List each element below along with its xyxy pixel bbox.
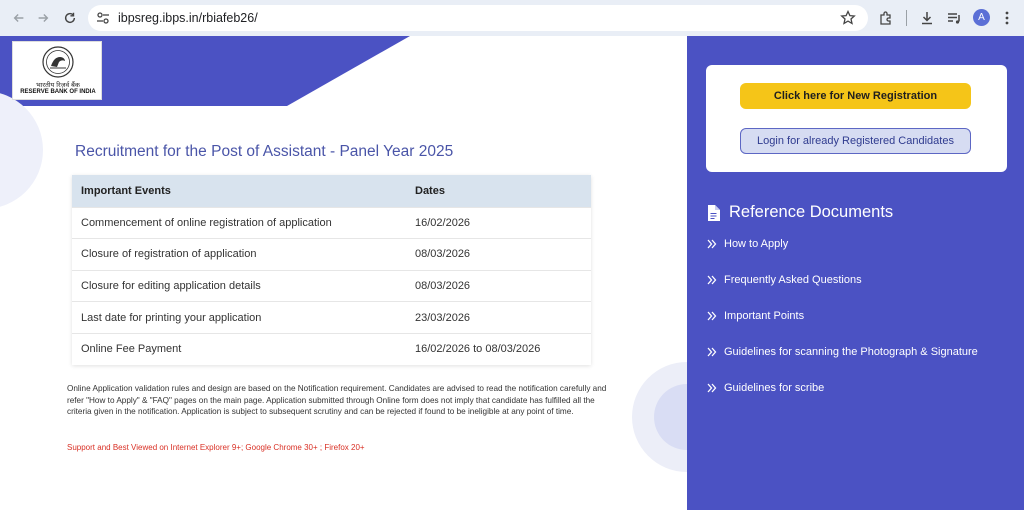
double-chevron-icon: [707, 275, 717, 285]
link-important-points[interactable]: [707, 306, 1007, 326]
more-options-icon[interactable]: [1005, 10, 1009, 26]
reference-documents-heading: [707, 203, 893, 222]
column-header-dates: Dates: [406, 175, 591, 207]
link-scribe-guidelines[interactable]: [707, 378, 1007, 398]
document-icon: [707, 205, 720, 221]
date-cell: 08/03/2026: [406, 239, 591, 271]
decorative-circle-left: [0, 91, 43, 209]
table-row: [72, 239, 591, 271]
toolbar-divider: [906, 10, 907, 26]
link-label[interactable]: Frequently Asked Questions: [724, 274, 862, 286]
new-registration-button[interactable]: Click here for New Registration: [740, 83, 971, 109]
date-cell: 16/02/2026: [406, 207, 591, 239]
extensions-icon[interactable]: [878, 10, 894, 26]
browser-support-note: Support and Best Viewed on Internet Explorer 9+; Google Chrome 30+ ; Firefox 20+: [67, 443, 365, 452]
link-label[interactable]: Guidelines for scanning the Photograph & Signature: [724, 346, 978, 358]
table-row: [72, 207, 591, 239]
date-cell: 23/03/2026: [406, 302, 591, 334]
download-icon[interactable]: [919, 10, 935, 26]
event-cell: Online Fee Payment: [72, 333, 406, 365]
page-content: [0, 36, 1024, 510]
link-label[interactable]: Guidelines for scribe: [724, 382, 825, 394]
double-chevron-icon: [707, 311, 717, 321]
link-how-to-apply[interactable]: [707, 234, 1007, 254]
media-playlist-icon[interactable]: [946, 10, 962, 26]
url-text[interactable]: ibpsreg.ibps.in/rbiafeb26/: [118, 11, 258, 25]
event-cell: Closure for editing application details: [72, 270, 406, 302]
double-chevron-icon: [707, 239, 717, 249]
profile-avatar[interactable]: A: [973, 9, 990, 26]
rbi-seal-icon: [42, 46, 74, 78]
event-cell: Last date for printing your application: [72, 302, 406, 334]
link-faq[interactable]: [707, 270, 1007, 290]
address-bar[interactable]: [88, 5, 868, 31]
logo-english-text: RESERVE BANK OF INDIA: [20, 89, 96, 95]
page-title: Recruitment for the Post of Assistant - Panel Year 2025: [75, 143, 454, 160]
important-events-table: [72, 175, 591, 365]
login-button[interactable]: Login for already Registered Candidates: [740, 128, 971, 154]
table-row: [72, 302, 591, 334]
table-row: [72, 333, 591, 365]
event-cell: Commencement of online registration of application: [72, 207, 406, 239]
sidebar-panel: [687, 36, 1024, 510]
forward-icon[interactable]: [33, 8, 53, 28]
site-settings-icon[interactable]: [96, 11, 110, 25]
reload-icon[interactable]: [60, 8, 80, 28]
table-row: [72, 270, 591, 302]
bookmark-star-icon[interactable]: [840, 10, 856, 26]
logo-hindi-text: भारतीय रिज़र्व बैंक: [36, 81, 80, 89]
back-icon[interactable]: [9, 8, 29, 28]
link-label[interactable]: Important Points: [724, 310, 805, 322]
event-cell: Closure of registration of application: [72, 239, 406, 271]
disclaimer-text: Online Application validation rules and design are based on the Notification requirement. Candidates are advised to read the notification carefully and refer "How to Apply" & "FAQ" pages on the main page. Application submitted through Online form does not imply that candidate has fulfilled all the criteria given in the notification. Application is subject to subsequent scrutiny and can be rejected if found to be ineligible at any point of time.: [67, 384, 607, 417]
link-label[interactable]: How to Apply: [724, 238, 789, 250]
browser-toolbar: [0, 0, 1024, 36]
double-chevron-icon: [707, 347, 717, 357]
reference-heading-text: Reference Documents: [729, 203, 894, 221]
date-cell: 16/02/2026 to 08/03/2026: [406, 333, 591, 365]
registration-card: [706, 65, 1007, 172]
link-photo-signature-guidelines[interactable]: [707, 342, 1007, 362]
table-header-row: [72, 175, 591, 207]
column-header-events: Important Events: [72, 175, 406, 207]
date-cell: 08/03/2026: [406, 270, 591, 302]
double-chevron-icon: [707, 383, 717, 393]
rbi-logo: [12, 41, 102, 100]
